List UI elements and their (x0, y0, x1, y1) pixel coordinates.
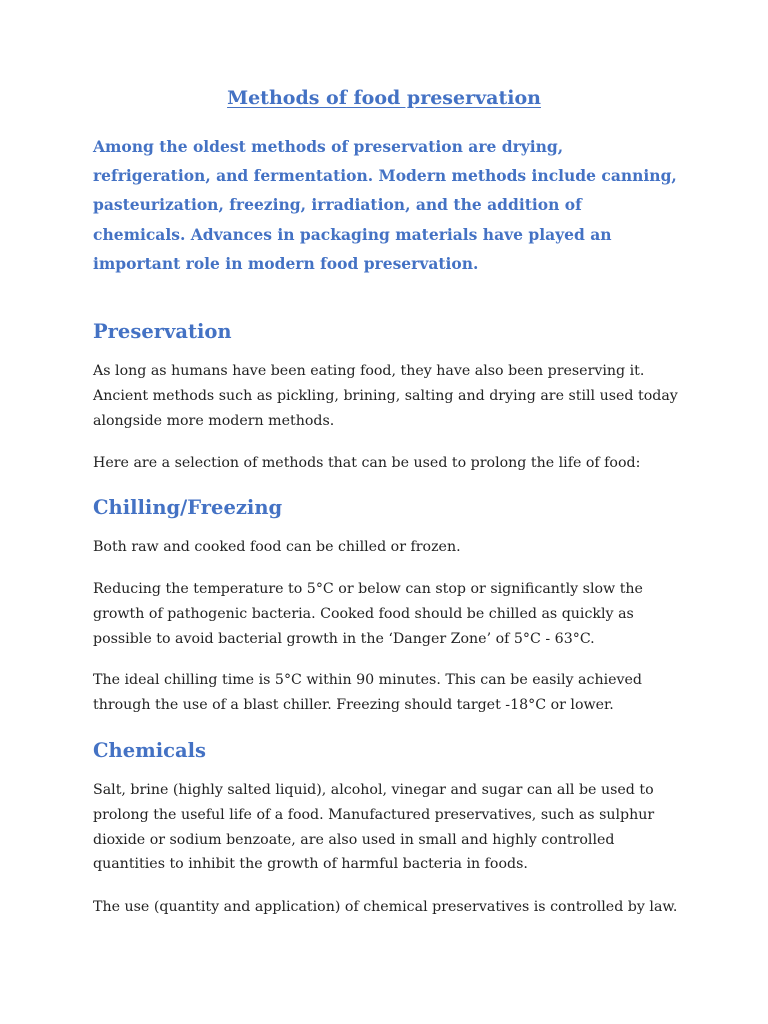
page-title: Methods of food preservation (227, 87, 541, 109)
intro-paragraph: Among the oldest methods of preservation are drying, refrigeration, and fermentation. Modern methods include canning, pasteurization, freezing, irradiation, and the addition of chemicals. Advances in packaging materials have played an important role in modern food preservation. (93, 137, 677, 273)
preservation-paragraph-1: As long as humans have been eating food, they have also been preserving it. Ancient methods such as pickling, brining, salting and drying are still used today alongside more modern methods. (93, 363, 678, 429)
chilling-paragraph-1: Both raw and cooked food can be chilled or frozen. (93, 539, 461, 555)
chemicals-paragraph-2: The use (quantity and application) of chemical preservatives is controlled by law. (93, 899, 678, 915)
chemicals-paragraph-1: Salt, brine (highly salted liquid), alcohol, vinegar and sugar can all be used to prolong the useful life of a food. Manufactured preservatives, such as sulphur dioxide or sodium benzoate, are also used in small and highly controlled quantities to inhibit the growth of harmful bacteria in foods. (93, 782, 655, 873)
chilling-paragraph-2: Reducing the temperature to 5°C or below can stop or significantly slow the growth of pathogenic bacteria. Cooked food should be chilled as quickly as possible to avoid bacterial growth in the ‘Danger Zone’ of 5°C - 63°C. (93, 581, 643, 647)
section-heading-chilling-freezing: Chilling/Freezing (93, 496, 283, 519)
preservation-paragraph-2: Here are a selection of methods that can be used to prolong the life of food: (93, 455, 641, 471)
section-heading-preservation: Preservation (93, 320, 232, 343)
section-heading-chemicals: Chemicals (93, 739, 207, 762)
chilling-paragraph-3: The ideal chilling time is 5°C within 90 minutes. This can be easily achieved through the use of a blast chiller. Freezing should target -18°C or lower. (93, 672, 643, 713)
